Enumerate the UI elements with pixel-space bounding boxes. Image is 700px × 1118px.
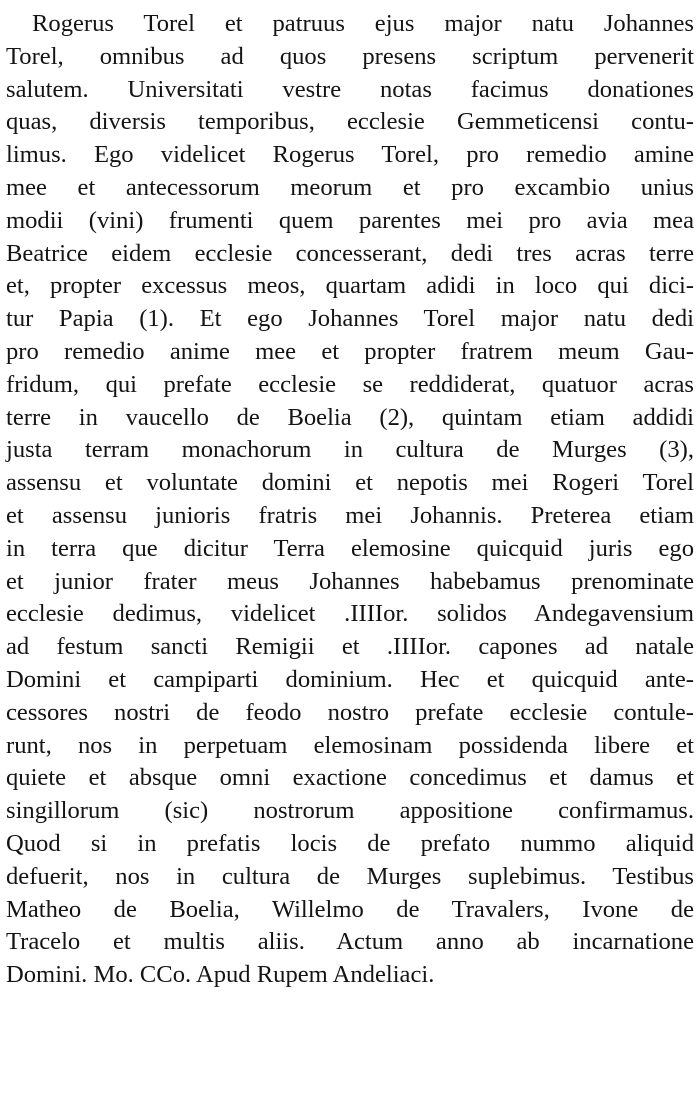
text-line: modii (vini) frumenti quem parentes mei pro avia mea	[6, 206, 694, 234]
text-line: justa terram monachorum in cultura de Murges (3),	[6, 436, 694, 464]
text-line: salutem. Universitati vestre notas facimus donationes	[6, 75, 694, 103]
text-line: tur Papia (1). Et ego Johannes Torel major natu dedi	[6, 305, 694, 333]
text-line: Quod si in prefatis locis de prefato nummo aliquid	[6, 829, 694, 857]
text-line: et junior frater meus Johannes habebamus prenominate	[6, 567, 694, 595]
text-line: ad festum sancti Remigii et .IIIIor. capones ad natale	[6, 633, 694, 661]
text-line: terre in vaucello de Boelia (2), quintam etiam addidi	[6, 403, 694, 431]
text-line: limus. Ego videlicet Rogerus Torel, pro remedio amine	[6, 141, 694, 169]
text-line: Matheo de Boelia, Willelmo de Travalers, Ivone de	[6, 895, 694, 923]
text-line: Beatrice eidem ecclesie concesserant, dedi tres acras terre	[6, 239, 694, 267]
text-line: assensu et voluntate domini et nepotis mei Rogeri Torel	[6, 469, 694, 497]
text-line: in terra que dicitur Terra elemosine quicquid juris ego	[6, 534, 694, 562]
text-line: Rogerus Torel et patruus ejus major natu Johannes	[32, 10, 694, 37]
text-line: pro remedio anime mee et propter fratrem meum Gau-	[6, 337, 694, 365]
text-line: et assensu junioris fratris mei Johannis. Preterea etiam	[6, 501, 694, 529]
text-line: cessores nostri de feodo nostro prefate ecclesie contule-	[6, 698, 694, 726]
charter-text	[6, 8, 694, 992]
text-line: runt, nos in perpetuam elemosinam possidenda libere et	[6, 731, 694, 759]
text-line: Domini et campiparti dominium. Hec et quicquid ante-	[6, 665, 694, 693]
text-line: quas, diversis temporibus, ecclesie Gemmeticensi contu-	[6, 108, 694, 136]
text-line: ecclesie dedimus, videlicet .IIIIor. solidos Andegavensium	[6, 600, 694, 628]
text-line: quiete et absque omni exactione concedimus et damus et	[6, 764, 694, 792]
text-line: mee et antecessorum meorum et pro excambio unius	[6, 173, 694, 201]
text-line: singillorum (sic) nostrorum appositione confirmamus.	[6, 797, 694, 825]
text-line: fridum, qui prefate ecclesie se reddiderat, quatuor acras	[6, 370, 694, 398]
text-line-last: Domini. Mo. CCo. Apud Rupem Andeliaci.	[6, 961, 435, 989]
text-line: defuerit, nos in cultura de Murges suplebimus. Testibus	[6, 862, 694, 890]
text-line: Torel, omnibus ad quos presens scriptum pervenerit	[6, 42, 694, 70]
text-line: et, propter excessus meos, quartam adidi in loco qui dici-	[6, 272, 694, 300]
text-line: Tracelo et multis aliis. Actum anno ab incarnatione	[6, 928, 694, 956]
